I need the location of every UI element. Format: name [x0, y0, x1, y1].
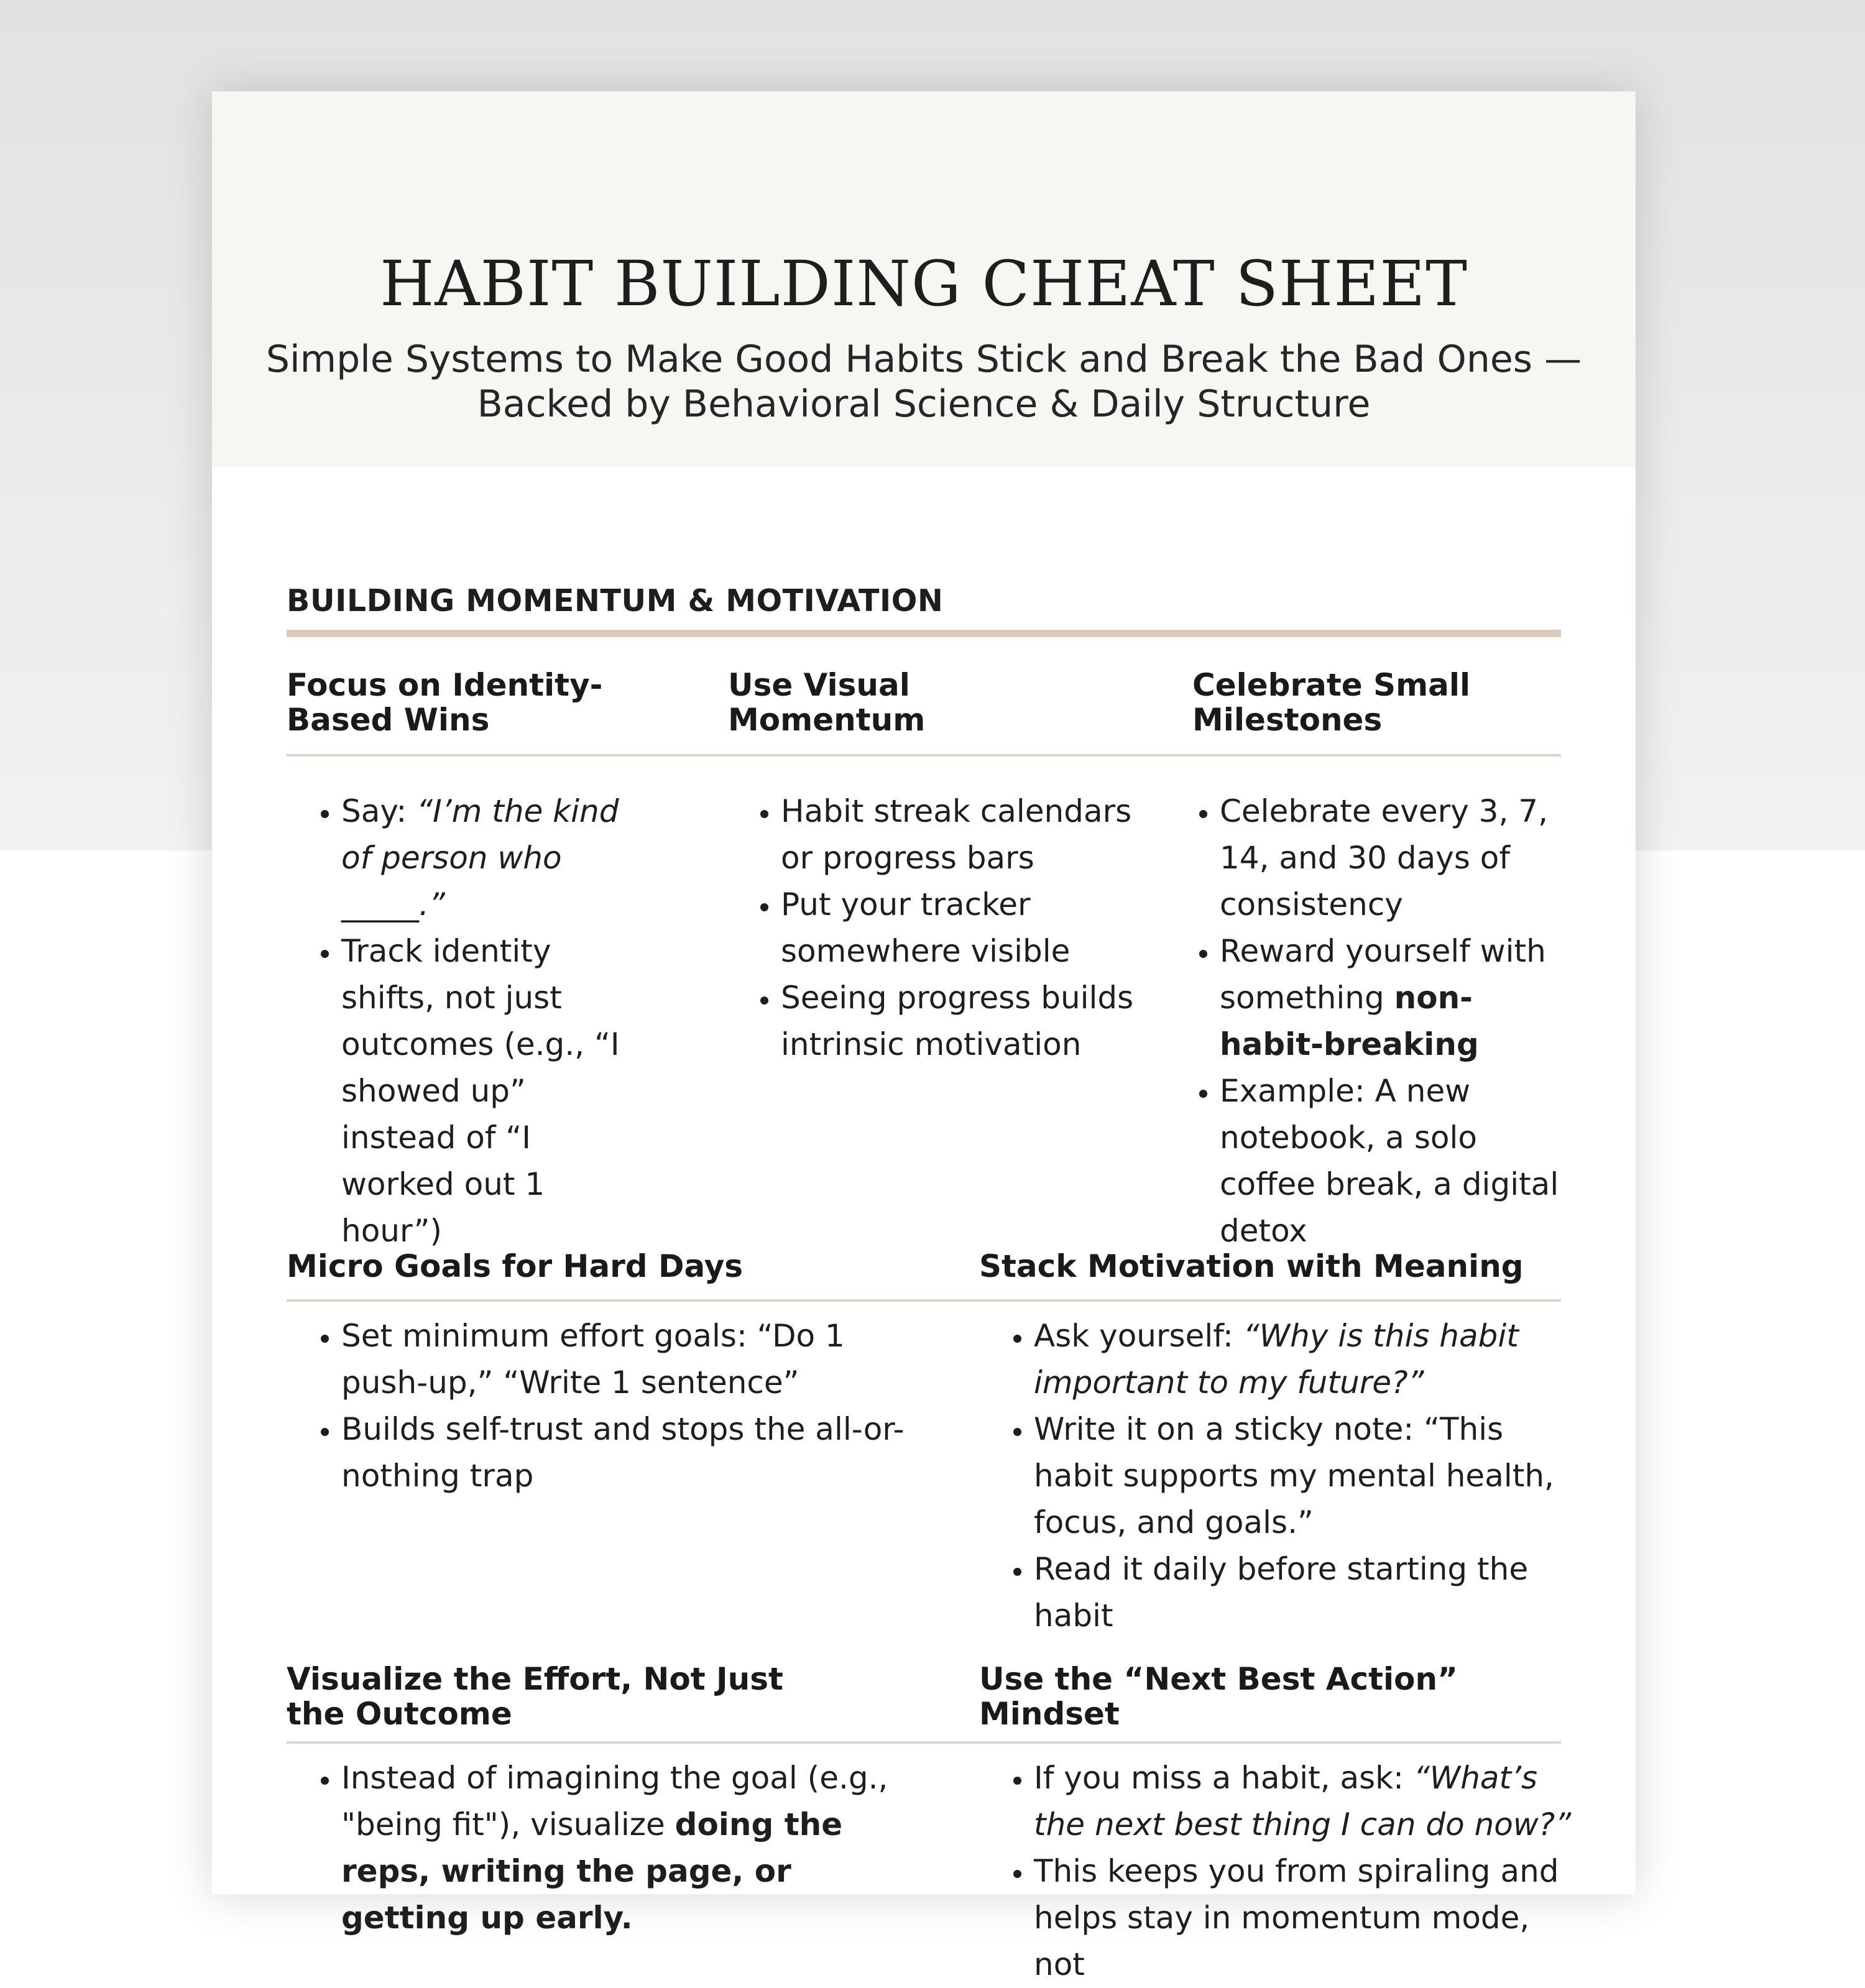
list-small-milestones [1165, 788, 1569, 1254]
card-visualize-effort [287, 1662, 908, 1731]
item-italic-text: “Why is this habit important to my future?” [1034, 1318, 1519, 1401]
card-micro-goals [287, 1249, 908, 1284]
item-text: Reward yourself with something [1220, 933, 1546, 1016]
list-visual-momentum [726, 788, 1161, 1068]
card-heading-line: Celebrate Small [1192, 667, 1471, 703]
list-item [341, 1755, 914, 1941]
sheet-header [212, 91, 1636, 467]
item-text: Say: [341, 793, 417, 829]
list-item: • Read it daily before starting the habit [1034, 1546, 1576, 1639]
card-heading-line: Focus on Identity- [287, 667, 603, 703]
card-heading-line: Milestones [1192, 702, 1383, 738]
list-item [1034, 1313, 1576, 1406]
card-heading-line: Visualize the Effort, Not Just [287, 1661, 783, 1697]
card-heading: Stack Motivation with Meaning [979, 1248, 1524, 1284]
page-title: HABIT BUILDING CHEAT SHEET [380, 247, 1468, 320]
list-identity-based-wins [287, 788, 635, 1254]
card-heading-line: Based Wins [287, 702, 490, 738]
item-bold-text: doing the reps, writing the page, or getting up early. [341, 1806, 843, 1936]
list-item: • This keeps you from spiraling and helps stay in momentum mode, not [1034, 1848, 1576, 1988]
card-heading [979, 1662, 1563, 1731]
list-item: • Celebrate every 3, 7, 14, and 30 days of consistency [1220, 788, 1569, 928]
list-visualize-effort [287, 1755, 914, 1941]
cheat-sheet-page [212, 91, 1636, 1982]
item-italic-text: “I’m the kind of person who _____.” [341, 793, 619, 923]
row-divider [287, 1741, 1561, 1744]
list-item [1034, 1755, 1576, 1848]
row-divider [287, 754, 1561, 757]
card-heading [287, 1662, 908, 1731]
list-micro-goals [287, 1313, 914, 1499]
list-item: • Track identity shifts, not just outcomes (e.g., “I showed up” instead of “I worked out 1 hour”) [341, 928, 635, 1254]
list-next-best-action [979, 1755, 1576, 1988]
subtitle-line-1: Simple Systems to Make Good Habits Stick and Break the Bad Ones — [265, 338, 1582, 381]
list-item [1220, 928, 1569, 1068]
card-identity-based-wins [287, 668, 635, 737]
list-item: • Put your tracker somewhere visible [781, 881, 1161, 975]
item-bold-text: non-habit-breaking [1220, 980, 1479, 1062]
card-heading [1192, 668, 1565, 737]
list-item: • Write it on a sticky note: “This habit supports my mental health, focus, and goals.” [1034, 1406, 1576, 1546]
item-text: Ask yourself: [1034, 1318, 1243, 1354]
card-heading [728, 668, 1113, 737]
list-item: • Set minimum effort goals: “Do 1 push-up,” “Write 1 sentence” [341, 1313, 914, 1406]
card-heading-line: Use the “Next Best Action” [979, 1661, 1458, 1697]
list-item: • Seeing progress builds intrinsic motivation [781, 975, 1161, 1068]
card-heading-line: Use Visual [728, 667, 910, 703]
item-text: If you miss a habit, ask: [1034, 1760, 1414, 1796]
list-item [341, 788, 635, 928]
card-heading [287, 668, 635, 737]
list-item: • Example: A new notebook, a solo coffee break, a digital detox [1220, 1068, 1569, 1254]
card-heading-line: the Outcome [287, 1696, 512, 1732]
card-heading-line: Mindset [979, 1696, 1120, 1732]
card-next-best-action [979, 1662, 1563, 1731]
card-visual-momentum [728, 668, 1113, 737]
section-divider [287, 630, 1561, 637]
item-italic-text: “What’s the next best thing I can do now?” [1034, 1760, 1572, 1843]
card-heading-line: Momentum [728, 702, 926, 738]
card-small-milestones [1192, 668, 1565, 737]
card-heading: Micro Goals for Hard Days [287, 1248, 744, 1284]
list-stack-motivation [979, 1313, 1576, 1639]
page-subtitle [262, 337, 1586, 426]
list-item: • Builds self-trust and stops the all-or-nothing trap [341, 1406, 914, 1499]
subtitle-line-2: Backed by Behavioral Science & Daily Structure [477, 382, 1371, 426]
row-divider [287, 1299, 1561, 1302]
section-title: BUILDING MOMENTUM & MOTIVATION [287, 583, 944, 619]
card-stack-motivation [979, 1249, 1563, 1284]
list-item: • Habit streak calendars or progress bars [781, 788, 1161, 881]
item-text: Instead of imagining the goal (e.g., "being fit"), visualize [341, 1760, 888, 1843]
